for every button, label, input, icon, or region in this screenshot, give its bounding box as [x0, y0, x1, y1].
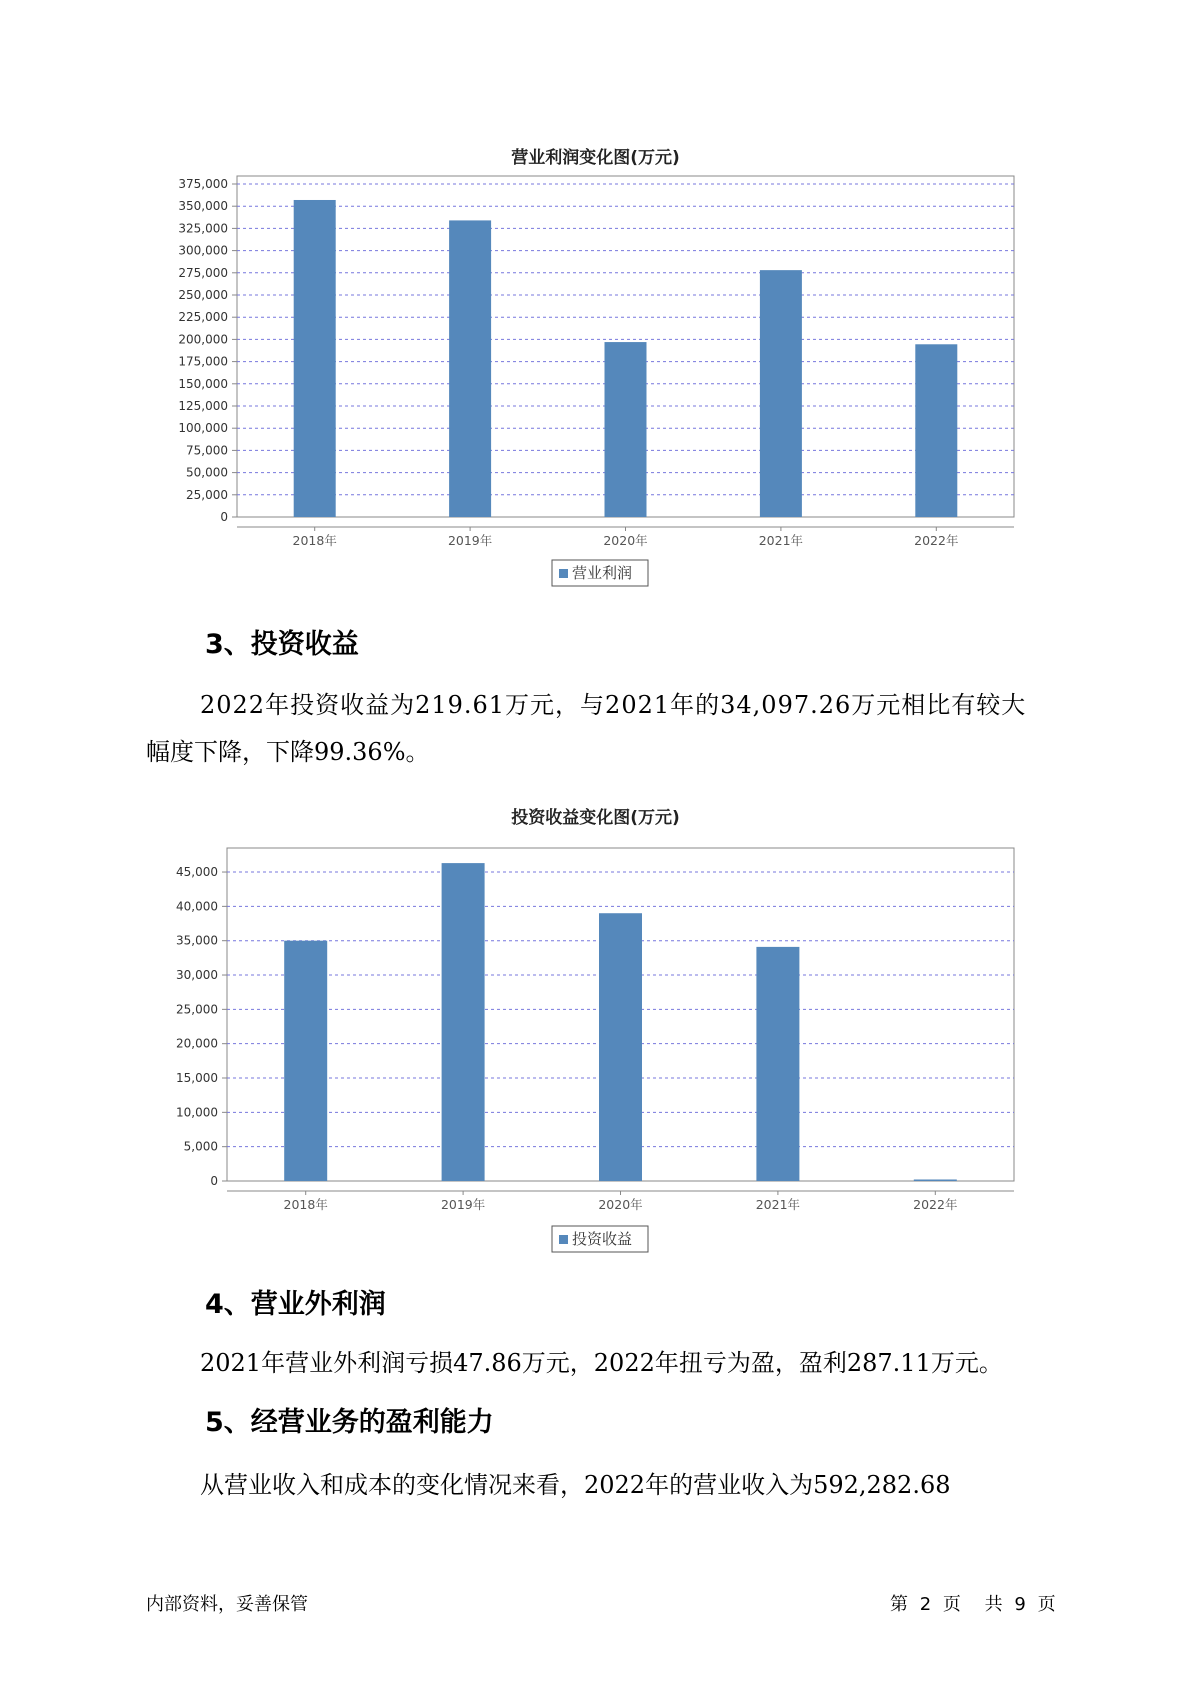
y-tick-label: 10,000 [176, 1105, 218, 1120]
y-tick-label: 30,000 [176, 968, 218, 983]
chart1-title: 营业利润变化图(万元) [511, 148, 680, 168]
x-tick-label: 2021年 [758, 533, 804, 548]
y-tick-label: 25,000 [186, 487, 228, 502]
footer-confidential: 内部资料，妥善保管 [146, 1594, 308, 1615]
bar [756, 947, 799, 1181]
non-operating-paragraph: 2021年营业外利润亏损47.86万元，2022年扭亏为盈，盈利287.11万元。 [200, 1349, 1003, 1377]
y-tick-label: 40,000 [176, 899, 218, 914]
x-tick-label: 2020年 [598, 1197, 643, 1212]
y-tick-label: 20,000 [176, 1036, 218, 1051]
investment-paragraph-line2: 幅度下降，下降99.36%。 [146, 738, 430, 766]
page-total-prefix: 共 [984, 1594, 1003, 1615]
y-tick-label: 350,000 [178, 199, 228, 214]
x-tick-label: 2021年 [755, 1197, 801, 1212]
y-tick-label: 0 [220, 510, 228, 524]
y-tick-label: 0 [210, 1174, 218, 1188]
y-tick-label: 15,000 [176, 1071, 218, 1086]
x-tick-label: 2018年 [283, 1197, 328, 1212]
y-tick-label: 5,000 [183, 1139, 218, 1154]
legend-label: 营业利润 [572, 564, 633, 582]
x-tick-label: 2020年 [603, 533, 648, 548]
page-total: 9 [1014, 1594, 1026, 1615]
heading-investment-income: 3、投资收益 [205, 629, 359, 660]
legend-label: 投资收益 [572, 1230, 633, 1248]
y-tick-label: 275,000 [178, 265, 228, 280]
bar [442, 863, 485, 1181]
y-tick-label: 300,000 [178, 243, 228, 258]
y-tick-label: 45,000 [176, 865, 218, 880]
x-tick-label: 2018年 [292, 533, 337, 548]
x-tick-label: 2019年 [447, 533, 493, 548]
heading-profitability: 5、经营业务的盈利能力 [205, 1407, 494, 1438]
y-tick-label: 175,000 [178, 354, 228, 369]
page-prefix: 第 [890, 1594, 908, 1615]
y-tick-label: 250,000 [178, 288, 228, 302]
footer-page-number [890, 1590, 1056, 1616]
y-tick-label: 100,000 [178, 421, 228, 436]
y-tick-label: 35,000 [176, 933, 218, 948]
page-current: 2 [919, 1594, 932, 1615]
legend-swatch [559, 1235, 568, 1244]
page-suffix: 页 [1037, 1594, 1056, 1615]
y-tick-label: 225,000 [178, 310, 228, 325]
y-tick-label: 200,000 [178, 332, 228, 347]
profitability-paragraph: 从营业收入和成本的变化情况来看，2022年的营业收入为592,282.68 [200, 1471, 951, 1499]
y-tick-label: 125,000 [178, 399, 228, 413]
investment-paragraph-line1: 2022年投资收益为219.61万元，与2021年的34,097.26万元相比有较大 [200, 691, 1027, 719]
bar [914, 1179, 957, 1181]
bar [599, 913, 642, 1181]
x-tick-label: 2019年 [440, 1197, 486, 1212]
heading-non-operating-profit: 4、营业外利润 [205, 1289, 386, 1320]
y-tick-label: 50,000 [186, 465, 228, 480]
y-tick-label: 25,000 [176, 1002, 218, 1017]
y-tick-label: 150,000 [178, 376, 228, 391]
x-tick-label: 2022年 [914, 533, 959, 548]
y-tick-label: 75,000 [186, 443, 228, 458]
x-tick-label: 2022年 [913, 1197, 958, 1212]
chart2-title: 投资收益变化图(万元) [511, 808, 680, 828]
y-tick-label: 325,000 [178, 221, 228, 236]
y-tick-label: 375,000 [178, 177, 228, 191]
bar [284, 941, 327, 1181]
page-mid: 页 [942, 1594, 961, 1615]
